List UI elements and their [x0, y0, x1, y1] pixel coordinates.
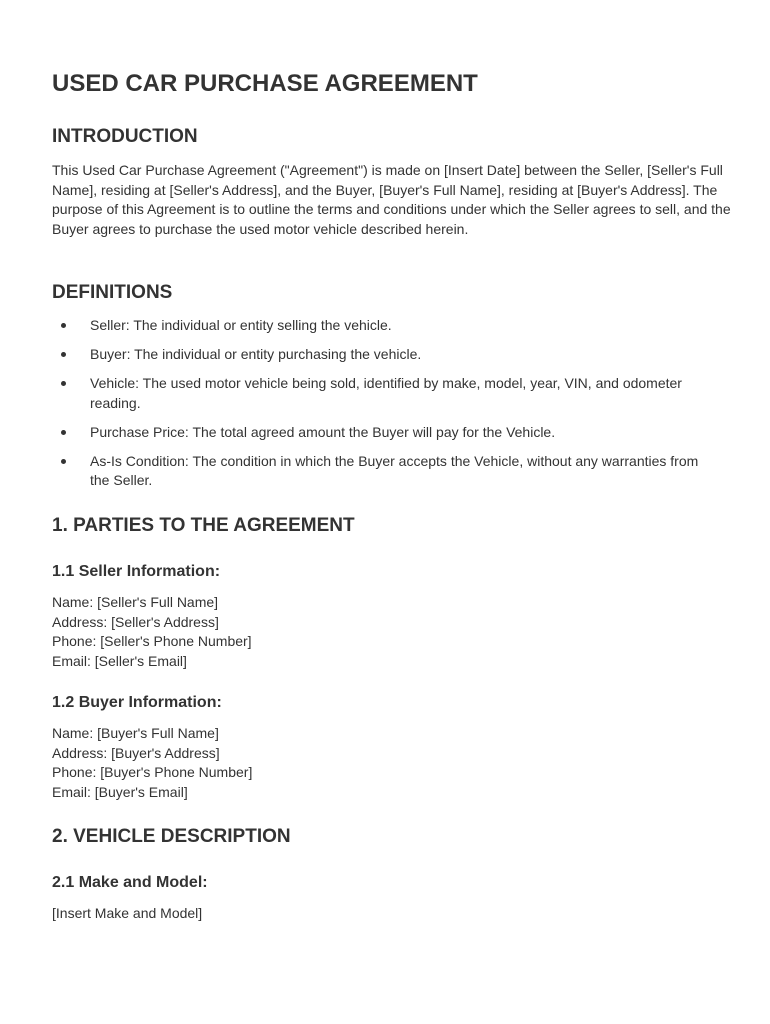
bullet-icon	[61, 459, 66, 464]
bullet-icon	[61, 430, 66, 435]
definition-item-as-is-condition	[52, 452, 700, 491]
definition-item-vehicle	[52, 374, 700, 413]
bullet-icon	[61, 352, 66, 357]
bullet-icon	[61, 381, 66, 386]
definition-text: As-Is Condition: The condition in which the Buyer accepts the Vehicle, without any warranties from the Seller.	[90, 452, 699, 489]
definition-text: Buyer: The individual or entity purchasing the vehicle.	[90, 345, 422, 362]
definition-item-purchase-price	[52, 423, 700, 443]
bullet-icon	[61, 323, 66, 328]
buyer-info-block	[52, 724, 252, 802]
seller-info-heading: 1.1 Seller Information:	[52, 563, 221, 580]
seller-email: Email: [Seller's Email]	[52, 652, 187, 669]
make-model-block	[52, 904, 202, 924]
seller-phone: Phone: [Seller's Phone Number]	[52, 633, 252, 650]
parties-heading: 1. PARTIES TO THE AGREEMENT	[52, 515, 355, 536]
definition-item-buyer	[52, 345, 700, 365]
definition-text: Seller: The individual or entity selling the vehicle.	[90, 317, 392, 333]
seller-info-block	[52, 593, 252, 671]
seller-name: Name: [Seller's Full Name]	[52, 594, 219, 610]
introduction-heading: INTRODUCTION	[52, 126, 198, 147]
buyer-name: Name: [Buyer's Full Name]	[52, 725, 219, 741]
definitions-list	[52, 316, 732, 500]
document-title: USED CAR PURCHASE AGREEMENT	[52, 70, 478, 97]
vehicle-description-heading: 2. VEHICLE DESCRIPTION	[52, 826, 291, 847]
buyer-info-heading: 1.2 Buyer Information:	[52, 694, 222, 711]
make-model-value: [Insert Make and Model]	[52, 905, 203, 921]
definition-text: Vehicle: The used motor vehicle being sold, identified by make, model, year, VIN, and odometer reading.	[90, 374, 682, 411]
seller-address: Address: [Seller's Address]	[52, 613, 219, 630]
definition-text: Purchase Price: The total agreed amount the Buyer will pay for the Vehicle.	[90, 423, 556, 440]
definitions-heading: DEFINITIONS	[52, 282, 173, 303]
buyer-phone: Phone: [Buyer's Phone Number]	[52, 764, 253, 781]
introduction-paragraph: This Used Car Purchase Agreement ("Agreement") is made on [Insert Date] between the Seller, [Seller's Full Name], residing at [Seller's Address], and the Buyer, [Buyer's Full Name], residing at [Buyer's Address]. The purpose of this Agreement is to outline the terms and conditions under which the Seller agrees to sell, and the Buyer agrees to purchase the used motor vehicle described herein.	[52, 162, 731, 237]
buyer-email: Email: [Buyer's Email]	[52, 783, 188, 800]
buyer-address: Address: [Buyer's Address]	[52, 744, 220, 761]
definition-item-seller	[52, 316, 700, 336]
make-model-heading: 2.1 Make and Model:	[52, 874, 208, 891]
